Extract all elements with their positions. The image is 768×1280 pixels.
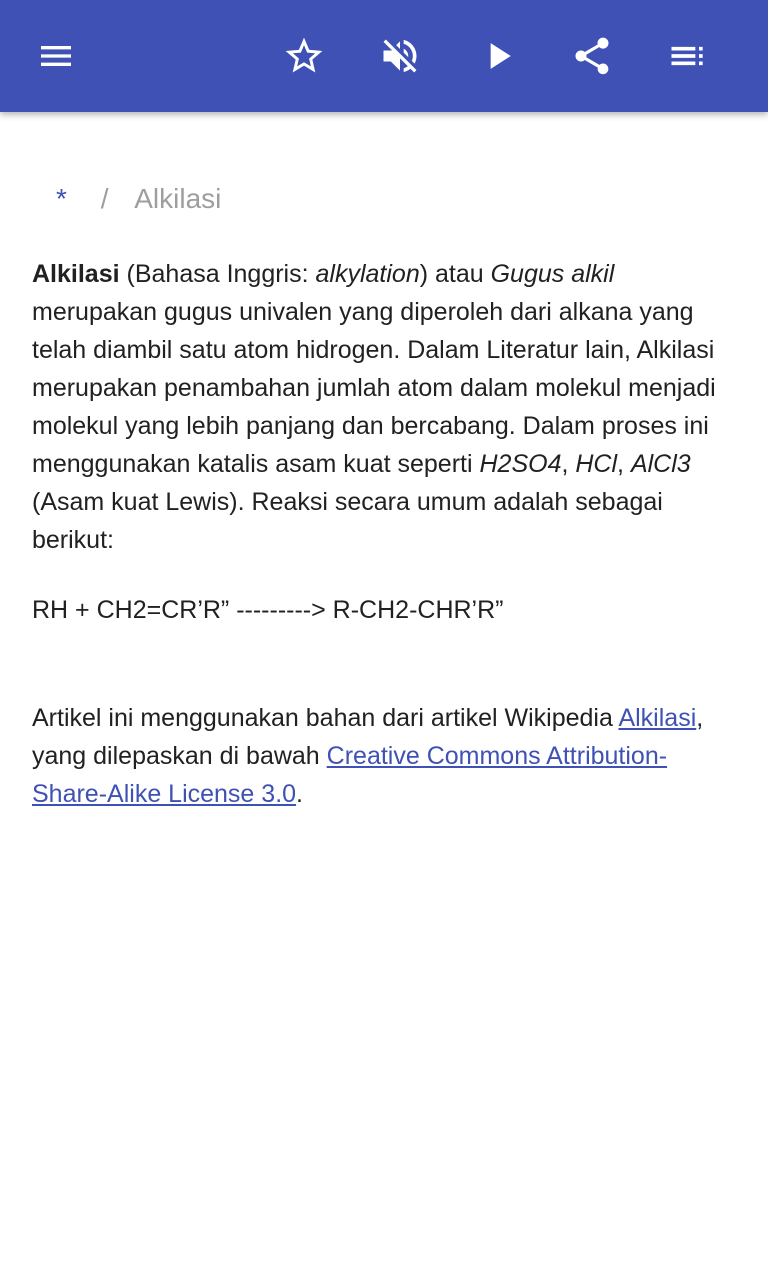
attribution-text: .: [296, 780, 303, 808]
breadcrumb-separator: /: [100, 183, 109, 214]
article-term-english: alkylation: [315, 260, 420, 288]
play-icon: [476, 34, 520, 78]
article-text: ) atau: [419, 260, 491, 288]
breadcrumb-home-link[interactable]: *: [56, 183, 67, 214]
reaction-formula: RH + CH2=CR’R” ---------> R-CH2-CHR’R”: [32, 596, 504, 624]
article-paragraph: [32, 255, 736, 559]
menu-icon: [36, 36, 76, 76]
attribution-text: Artikel ini menggunakan bahan dari artikel Wikipedia: [32, 704, 619, 732]
article-text: merupakan gugus univalen yang diperoleh dari alkana yang telah diambil satu atom hidrogen. Dalam Literatur lain, Alkilasi merupakan penambahan jumlah atom dalam molekul menjadi molekul yang lebih panjang dan bercabang. Dalam proses ini menggunakan katalis asam kuat seperti: [32, 298, 716, 478]
share-icon: [570, 34, 614, 78]
volume-off-icon: [378, 34, 422, 78]
catalyst-alcl3: AlCl3: [630, 450, 691, 478]
star-outline-icon: [282, 34, 326, 78]
app-toolbar: [0, 0, 768, 112]
mute-button[interactable]: [372, 28, 428, 84]
playlist-icon: [666, 34, 710, 78]
breadcrumb: [52, 182, 221, 216]
menu-button[interactable]: [28, 28, 84, 84]
wikipedia-article-link[interactable]: Alkilasi: [618, 704, 697, 732]
article-text: ,: [617, 450, 631, 478]
article-term: Alkilasi: [32, 260, 120, 288]
article-text: ,: [561, 450, 576, 478]
attribution-text: , yang dilepaskan di bawah: [32, 704, 704, 770]
share-button[interactable]: [564, 28, 620, 84]
article-alt-term: Gugus alkil: [490, 260, 615, 288]
breadcrumb-current: Alkilasi: [134, 183, 222, 214]
article-body: [32, 255, 736, 813]
article-text: (Bahasa Inggris:: [119, 260, 316, 288]
catalyst-h2so4: H2SO4: [479, 450, 562, 478]
article-text: (Asam kuat Lewis). Reaksi secara umum adalah sebagai berikut:: [32, 488, 663, 554]
license-link[interactable]: Creative Commons Attribution-Share-Alike License 3.0: [32, 742, 668, 808]
contents-button[interactable]: [660, 28, 716, 84]
favorite-button[interactable]: [276, 28, 332, 84]
catalyst-hcl: HCl: [575, 450, 618, 478]
attribution-paragraph: [32, 699, 736, 813]
play-button[interactable]: [470, 28, 526, 84]
